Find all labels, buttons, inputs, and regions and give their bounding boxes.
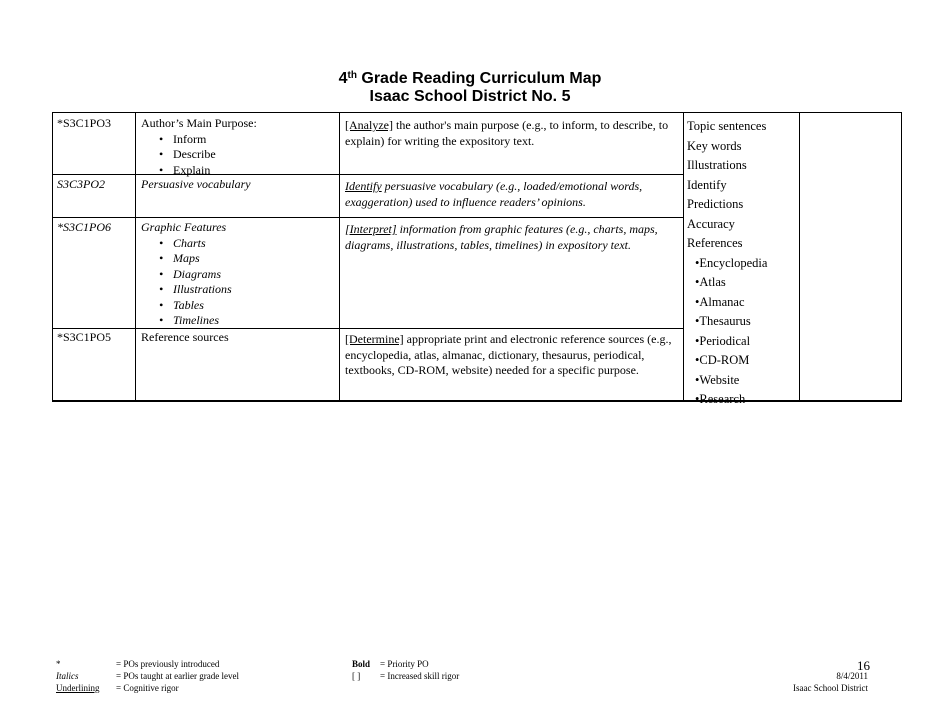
skill-verb: [Analyze] — [345, 118, 393, 132]
skill-verb: [Determine] — [345, 332, 404, 346]
column-divider — [799, 113, 800, 400]
resource-item: References — [687, 236, 743, 250]
resource-bullet: •Research — [695, 392, 746, 406]
resource-bullet: •Encyclopedia — [695, 255, 768, 270]
legend-row: * = POs previously introduced — [56, 659, 220, 669]
resource-bullet: •Almanac — [695, 294, 745, 309]
resource-bullet: •Thesaurus — [695, 314, 751, 328]
objective-cell — [345, 179, 675, 210]
resource-bullet: •Atlas — [695, 275, 726, 289]
objective-text: information from graphic features (e.g., charts, maps, diagrams, illustrations, tables, timelines) in expository text. — [345, 222, 658, 252]
column-divider — [135, 113, 136, 400]
topic-title: Persuasive vocabulary — [141, 177, 251, 191]
footer-date: 8/4/2011 — [836, 671, 868, 681]
skill-verb: Identify — [345, 179, 382, 193]
list-item: • Inform — [151, 132, 257, 148]
topic-list — [141, 132, 257, 179]
objective-text: appropriate print and electronic reference sources (e.g., encyclopedia, atlas, almanac, dictionary, thesaurus, periodical, textbooks, CD-ROM, website) needed for a specific purpose. — [345, 332, 672, 377]
list-item: • Illustrations — [151, 282, 232, 298]
resource-item: Accuracy — [687, 216, 735, 231]
po-code: *S3C1PO5 — [57, 330, 112, 344]
resource-bullet: •Periodical — [695, 333, 751, 348]
resources-list — [687, 117, 767, 410]
footer-district: Isaac School District — [793, 683, 868, 693]
resource-item: Predictions — [687, 197, 744, 211]
topic-title: Author’s Main Purpose: — [141, 116, 257, 130]
legend-row: Italics = POs taught at earlier grade level — [56, 671, 240, 681]
list-item: • Timelines — [151, 313, 232, 329]
legend-row: [ ] = Increased skill rigor — [352, 671, 460, 681]
list-item: • Diagrams — [151, 267, 232, 283]
resource-bullet: •Website — [695, 372, 740, 387]
column-divider — [683, 113, 684, 400]
objective-cell — [345, 118, 675, 149]
topic-cell — [141, 116, 257, 178]
resource-item: Topic sentences — [687, 119, 767, 133]
resource-item: Illustrations — [687, 158, 747, 172]
po-code: *S3C1PO3 — [57, 116, 112, 130]
topic-title: Graphic Features — [141, 220, 227, 234]
resource-bullet: •CD-ROM — [695, 353, 750, 367]
page-number: 16 — [857, 658, 870, 673]
curriculum-table — [52, 112, 902, 406]
objective-text: the author's main purpose (e.g., to inform, to describe, to explain) for writing the expository text. — [345, 118, 669, 148]
list-item: • Tables — [151, 298, 232, 314]
legend-row: Bold = Priority PO — [352, 659, 429, 669]
objective-cell — [345, 332, 675, 379]
column-divider — [339, 113, 340, 400]
topic-title: Reference sources — [141, 330, 229, 344]
list-item: • Maps — [151, 251, 232, 267]
legend-mid — [352, 658, 459, 682]
title-line-2: Isaac School District No. 5 — [369, 88, 571, 105]
list-item: • Charts — [151, 236, 232, 252]
title-line-1: 4th Grade Reading Curriculum Map — [338, 70, 602, 87]
skill-verb: [Interpret] — [345, 222, 397, 236]
list-item: • Describe — [151, 147, 257, 163]
document-title — [300, 70, 640, 106]
resource-item: Key words — [687, 138, 742, 153]
objective-text: persuasive vocabulary (e.g., loaded/emotional words, exaggeration) used to influence readers’ opinions. — [345, 179, 643, 209]
legend-row: Underlining = Cognitive rigor — [56, 683, 179, 693]
list-item: • Explain — [151, 163, 257, 179]
topic-list — [141, 236, 232, 329]
row-divider — [53, 217, 683, 218]
po-code: S3C3PO2 — [57, 177, 105, 191]
po-code: *S3C1PO6 — [57, 220, 111, 234]
objective-cell — [345, 222, 675, 253]
topic-cell — [141, 220, 232, 329]
resource-item: Identify — [687, 177, 727, 192]
legend-left — [56, 658, 239, 694]
